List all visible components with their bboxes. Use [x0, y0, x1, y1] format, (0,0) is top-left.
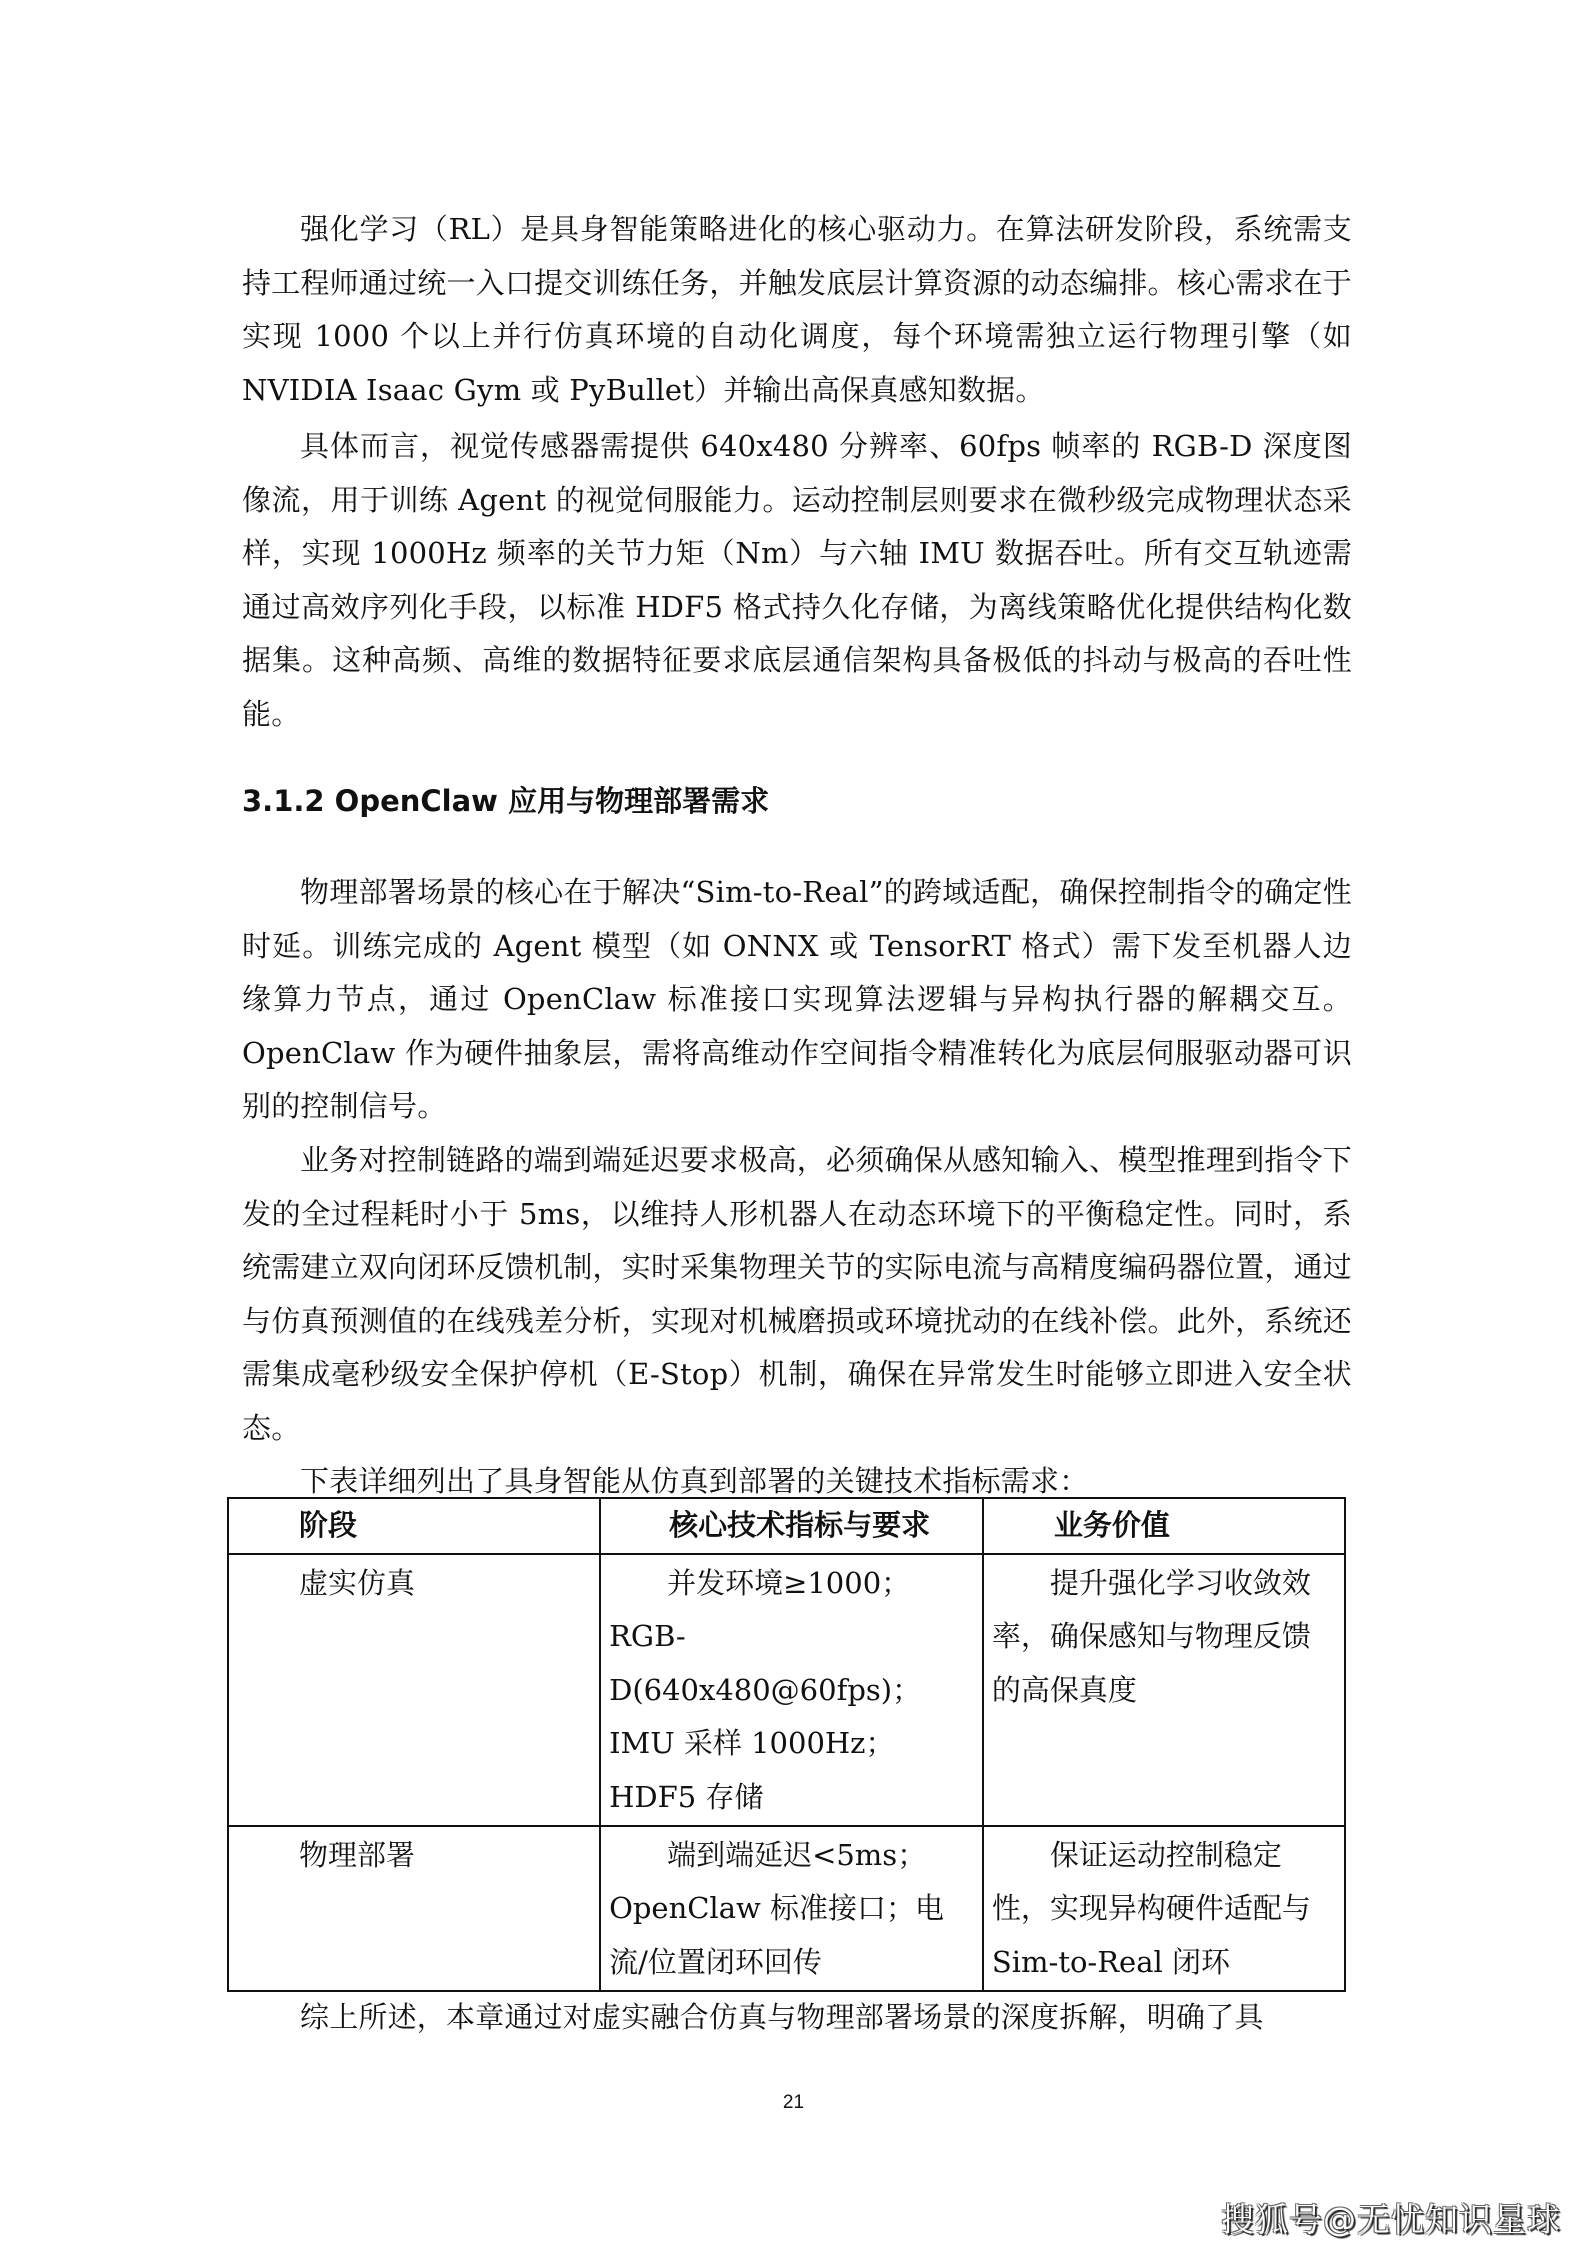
paragraph-sensor-specs: 具体而言，视觉传感器需提供 640x480 分辨率、60fps 帧率的 RGB-D 深度图像流，用于训练 Agent 的视觉伺服能力。运动控制层则要求在微秒级完成物理状态采样，实现 1000Hz 频率的关节力矩（Nm）与六轴 IMU 数据吞吐。所有交互轨迹需通过高效序列化手段，以标准 HDF5 格式持久化存储，为离线策略优化提供结构化数据集。这种高频、高维的数据特征要求底层通信架构具备极低的抖动与极高的吞吐性能。: [242, 429, 1352, 731]
paragraph-table-intro: 下表详细列出了具身智能从仿真到部署的关键技术指标需求：: [300, 1464, 1089, 1498]
cell-metrics: 端到端延迟<5ms；OpenClaw 标准接口；电流/位置闭环回传: [600, 1826, 983, 1991]
header-value: 业务价值: [983, 1498, 1345, 1554]
cell-value: 保证运动控制稳定性，实现异构硬件适配与 Sim-to-Real 闭环: [983, 1826, 1345, 1991]
paragraph-rl-core: 强化学习（RL）是具身智能策略进化的核心驱动力。在算法研发阶段，系统需支持工程师通过统一入口提交训练任务，并触发底层计算资源的动态编排。核心需求在于实现 1000 个以上并行仿真环境的自动化调度，每个环境需独立运行物理引擎（如 NVIDIA Isaac Gym 或 PyBullet）并输出高保真感知数据。: [242, 212, 1352, 407]
header-metrics: 核心技术指标与要求: [600, 1498, 983, 1554]
paragraph-physical-deployment: 物理部署场景的核心在于解决“Sim-to-Real”的跨域适配，确保控制指令的确定性时延。训练完成的 Agent 模型（如 ONNX 或 TensorRT 格式）需下发至机器人边缘算力节点，通过 OpenClaw 标准接口实现算法逻辑与异构执行器的解耦交互。OpenClaw 作为硬件抽象层，需将高维动作空间指令精准转化为底层伺服驱动器可识别的控制信号。: [242, 875, 1352, 1124]
cell-metrics: 并发环境≥1000；RGB-D(640x480@60fps)；IMU 采样 1000Hz；HDF5 存储: [600, 1554, 983, 1826]
cell-stage: 物理部署: [228, 1826, 600, 1991]
watermark: 搜狐号@无忧知识星球: [1221, 2200, 1561, 2239]
table-row: [228, 1554, 1345, 1826]
requirements-table: [227, 1497, 1346, 1992]
cell-stage: 虚实仿真: [228, 1554, 600, 1826]
paragraph-latency-requirements: 业务对控制链路的端到端延迟要求极高，必须确保从感知输入、模型推理到指令下发的全过程耗时小于 5ms，以维持人形机器人在动态环境下的平衡稳定性。同时，系统需建立双向闭环反馈机制，实时采集物理关节的实际电流与高精度编码器位置，通过与仿真预测值的在线残差分析，实现对机械磨损或环境扰动的在线补偿。此外，系统还需集成毫秒级安全保护停机（E-Stop）机制，确保在异常发生时能够立即进入安全状态。: [242, 1143, 1352, 1445]
cell-value: 提升强化学习收敛效率，确保感知与物理反馈的高保真度: [983, 1554, 1345, 1826]
page-number: 21: [782, 2092, 805, 2113]
section-heading: 3.1.2 OpenClaw 应用与物理部署需求: [242, 784, 770, 818]
paragraph-summary: 综上所述，本章通过对虚实融合仿真与物理部署场景的深度拆解，明确了具: [300, 2000, 1264, 2034]
table-header-row: [228, 1498, 1345, 1554]
header-stage: 阶段: [228, 1498, 600, 1554]
table-row: [228, 1826, 1345, 1991]
